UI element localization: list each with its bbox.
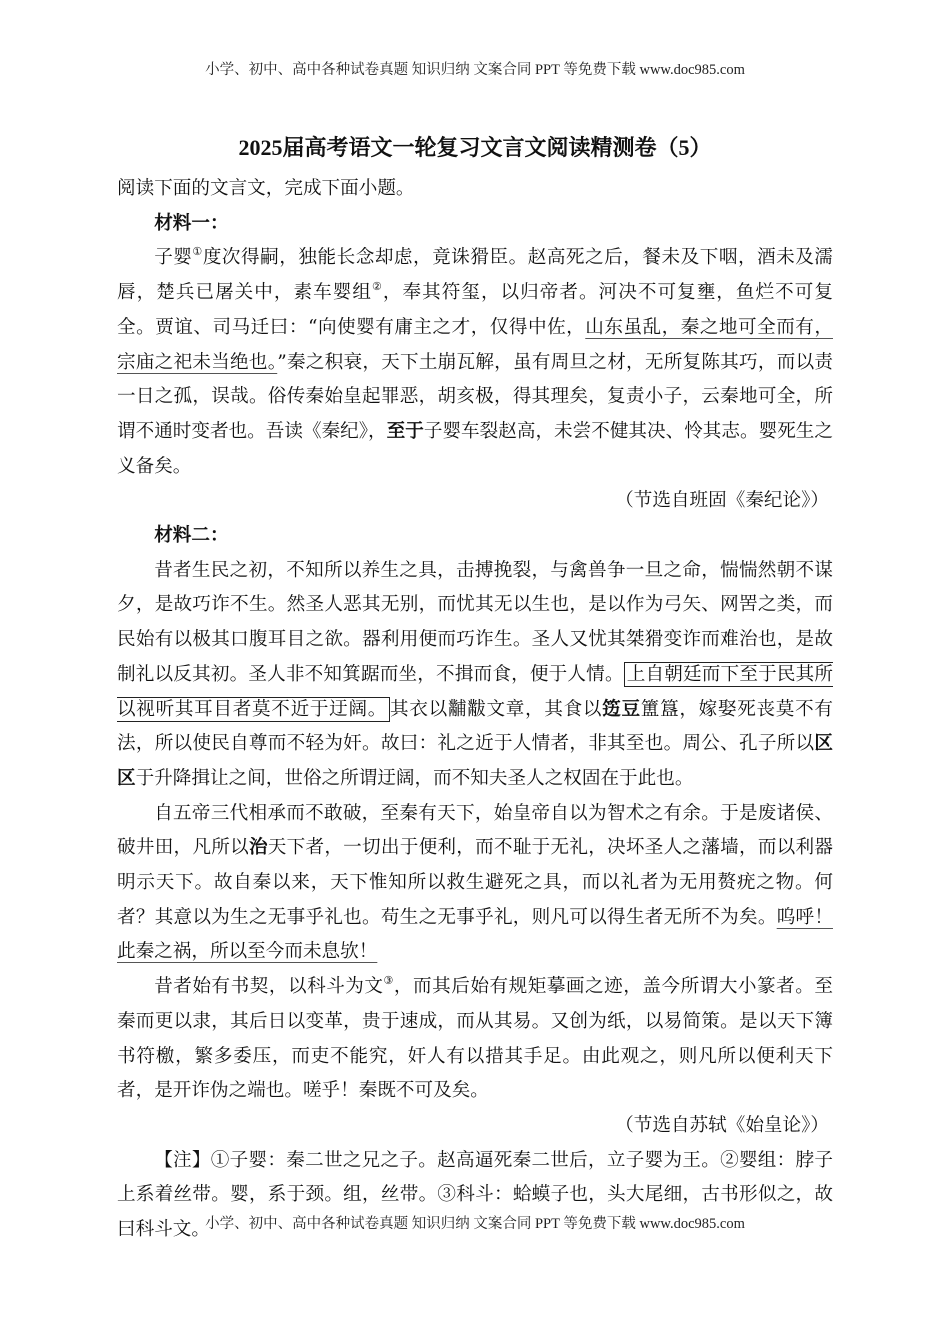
text-segment: 自五帝三代相承而不敢破，至秦有天下，始皇帝自以为智术之有余。于是废诸侯、破井田，凡所以 [117,802,833,859]
paragraph [117,797,833,971]
text-segment: ”秦之积衰，天下土崩瓦解，虽有周旦之材，无所复陈其巧，而以责一日之孤，误哉。俗传秦始皇起罪恶，胡亥极，得其理矣，复责小子，云秦地可全，所谓不通时变者也。吾读《秦纪》， [117,351,833,442]
text-segment: ，奉其符玺，以归帝者。河决不可复壅，鱼烂不可复全。贾谊、司马迁曰：“向使婴有庸主之才，仅得中佐， [117,282,833,338]
paragraph [117,241,833,484]
document-body [117,172,833,1248]
underlined-text: 山东虽乱，秦之地可全而有，宗庙之祀未当绝也。 [117,316,833,373]
page-footer-banner: 小学、初中、高中各种试卷真题 知识归纳 文案合同 PPT 等免费下载 www.doc985.com [205,1216,745,1232]
material2-source: （节选自苏轼《始皇论》） [615,1114,829,1136]
material1-source: （节选自班固《秦纪论》） [615,490,829,512]
footnote-marker: ③ [383,974,394,988]
material2-text [117,554,833,1109]
material1-text [117,241,833,484]
text-segment: ，而其后始有规矩摹画之迹，盖今所谓大小篆者。至秦而更以隶，其后日以变革，贵于速成，而从其易。又创为纸，以易简策。是以天下簿书符檄，繁多委压，而吏不能究，奸人有以措其手足。由此观之，则凡所以便利天下者，是开诈伪之端也。嗟乎！秦既不可及矣。 [117,976,833,1102]
text-segment: 于升降揖让之间，世俗之所谓迂阔，而不知夫圣人之权固在于此也。 [135,767,694,789]
text-segment: 度次得嗣，独能长念却虑，竟诛猾臣。赵高死之后，餐未及下咽，酒未及濡唇，楚兵已屠关中，素车婴组 [117,247,833,304]
bold-word: 治 [248,837,268,859]
bold-word: 至于 [386,420,424,442]
footnote-marker: ① [192,245,203,259]
text-segment: 子婴 [154,247,193,269]
text-segment: 昔者始有书契，以科斗为文 [154,976,384,998]
material1-label: 材料一： [154,212,229,234]
text-segment: 昔者生民之初，不知所以养生之具，击搏挽裂，与禽兽争一旦之命，惴惴然朝不谋夕，是故巧诈不生。然圣人恶其无别，而忧其无以生也，是以作为弓矢、网罟之类，而民始有以极其口腹耳目之欲。器利用便而巧诈生。圣人又忧其桀猾变诈而难治也，是故制礼以反其初。圣人非不知箕踞而坐，不揖而食，便于人情。 [117,559,833,685]
document-title: 2025届高考语文一轮复习文言文阅读精测卷（5） [238,135,712,160]
instruction: 阅读下面的文言文，完成下面小题。 [117,178,415,199]
text-segment: 其衣以黼黻文章，其食以 [390,698,603,720]
footnote-marker: ② [371,280,383,294]
page-header-banner: 小学、初中、高中各种试卷真题 知识归纳 文案合同 PPT 等免费下载 www.doc985.com [205,62,745,78]
bold-word: 区区 [117,733,833,789]
text-segment: 子婴车裂赵高，未尝不健其决、怜其志。婴死生之义备矣。 [117,420,833,477]
bold-word: 笾豆 [602,698,641,720]
boxed-text: 上自朝廷而下至于民其所以视听其耳目者莫不近于迂阔。 [117,663,833,720]
paragraph [117,970,833,1109]
text-segment: 簠簋，嫁娶死丧莫不有法，所以使民自尊而不轻为奸。故曰：礼之近于人情者，非其至也。周公、孔子所以 [117,698,833,755]
text-segment: 天下者，一切出于便利，而不耻于无礼，决坏圣人之藩墙，而以利器明示天下。故自秦以来，天下惟知所以救生避死之具，而以礼者为无用赘疣之物。何者？其意以为生之无事乎礼也。苟生之无事乎礼，则凡可以得生者无所不为矣。 [117,837,833,928]
underlined-text: 呜呼！此秦之祸，所以至今而未息欤！ [117,906,833,963]
material2-label: 材料二： [154,525,229,547]
paragraph [117,554,833,797]
annotation-notes: 【注】①子婴：秦二世之兄之子。赵高逼死秦二世后，立子婴为王。②婴组：脖子上系着丝带。婴，系于颈。组，丝带。③科斗：蛤蟆子也，头大尾细，古书形似之，故曰科斗文。 [117,1149,833,1241]
